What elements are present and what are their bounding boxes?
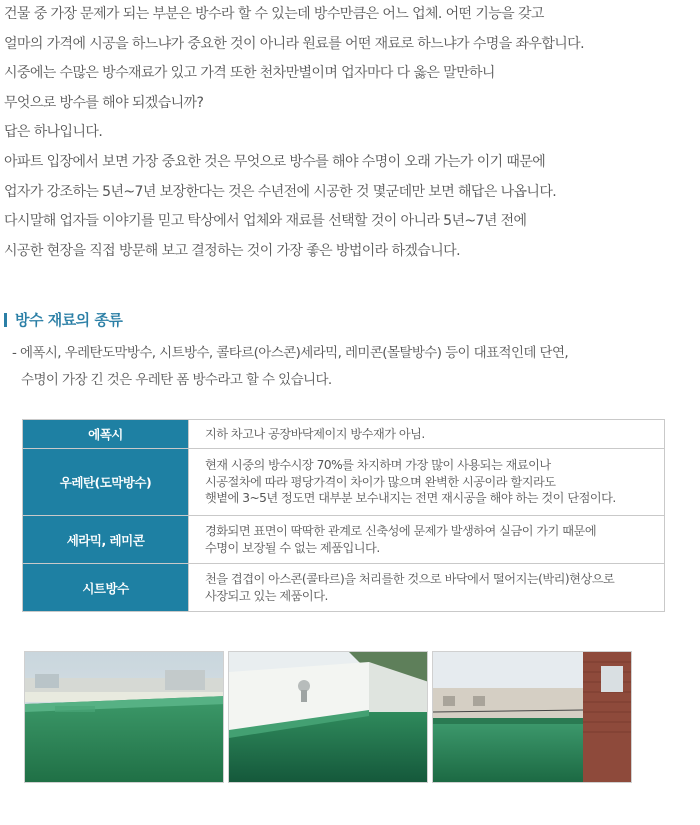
intro-text bbox=[4, 0, 694, 266]
description-line: 경화되면 표면이 딱딱한 관계로 신축성에 문제가 발생하여 실금이 가기 때문에 bbox=[205, 524, 597, 538]
table-row bbox=[23, 516, 665, 564]
intro-line: 아파트 입장에서 보면 가장 중요한 것은 무엇으로 방수를 해야 수명이 오래 가는가 이기 때문에 bbox=[4, 153, 546, 170]
table-row bbox=[23, 564, 665, 612]
table-row bbox=[23, 420, 665, 449]
intro-line: 건물 중 가장 문제가 되는 부분은 방수라 할 수 있는데 방수만큼은 어느 업체. 어떤 기능을 갖고 bbox=[4, 6, 544, 22]
material-name: 에폭시 bbox=[23, 420, 189, 449]
desc-line: - 에폭시, 우레탄도막방수, 시트방수, 콜타르(아스콘)세라믹, 레미콘(몰탈방수) 등이 대표적인데 단연, bbox=[12, 345, 569, 361]
intro-line: 시중에는 수많은 방수재료가 있고 가격 또한 천차만별이며 업자마다 다 옳은 말만하니 bbox=[4, 65, 495, 82]
description-line: 시공절차에 따라 평당가격이 차이가 많으며 완벽한 시공이라 할지라도 bbox=[205, 474, 556, 489]
table-row bbox=[23, 449, 665, 516]
photo-gallery bbox=[24, 651, 632, 783]
material-description bbox=[189, 564, 665, 612]
material-name: 우레탄(도막방수) bbox=[23, 449, 189, 516]
material-description bbox=[189, 449, 665, 516]
intro-line: 시공한 현장을 직접 방문해 보고 결정하는 것이 가장 좋은 방법이라 하겠습니다. bbox=[4, 242, 460, 259]
description-line: 수명이 보장될 수 없는 제품입니다. bbox=[205, 540, 380, 555]
description-line: 햇볕에 3~5년 정도면 대부분 보수내지는 전면 재시공을 해야 하는 것이 단점이다. bbox=[205, 491, 616, 506]
description-line: 현재 시중의 방수시장 70%를 차지하며 가장 많이 사용되는 재료이나 bbox=[205, 458, 551, 473]
material-name: 세라믹, 레미콘 bbox=[23, 516, 189, 564]
rooftop-photo bbox=[228, 651, 428, 783]
intro-line: 업자가 강조하는 5년~7년 보장한다는 것은 수년전에 시공한 것 몇군데만 보면 해답은 나옵니다. bbox=[4, 183, 557, 200]
desc-line: 수명이 가장 긴 것은 우레탄 폼 방수라고 할 수 있습니다. bbox=[21, 372, 332, 388]
material-types-table bbox=[22, 419, 665, 612]
rooftop-photo bbox=[24, 651, 224, 783]
section-description bbox=[12, 340, 568, 394]
section-heading bbox=[4, 309, 122, 330]
heading-bar bbox=[4, 313, 7, 327]
intro-line: 답은 하나입니다. bbox=[4, 124, 103, 141]
material-description bbox=[189, 516, 665, 564]
intro-line: 얼마의 가격에 시공을 하느냐가 중요한 것이 아니라 원료를 어떤 재료로 하느냐가 수명을 좌우합니다. bbox=[4, 35, 584, 52]
rooftop-photo bbox=[432, 651, 632, 783]
section-title-text: 방수 재료의 종류 bbox=[15, 311, 123, 329]
material-description bbox=[189, 420, 665, 449]
description-line: 지하 차고나 공장바닥제이지 방수재가 아님. bbox=[205, 426, 425, 441]
description-line: 천을 겹겹이 아스콘(콜타르)을 처리를한 것으로 바닥에서 떨어지는(박리)현상으로 bbox=[205, 572, 615, 586]
material-name: 시트방수 bbox=[23, 564, 189, 612]
description-line: 사장되고 있는 제품이다. bbox=[205, 588, 328, 603]
intro-line: 다시말해 업자들 이야기를 믿고 탁상에서 업체와 재료를 선택할 것이 아니라 5년~7년 전에 bbox=[4, 213, 527, 230]
intro-line: 무엇으로 방수를 해야 되겠습니까? bbox=[4, 94, 204, 111]
